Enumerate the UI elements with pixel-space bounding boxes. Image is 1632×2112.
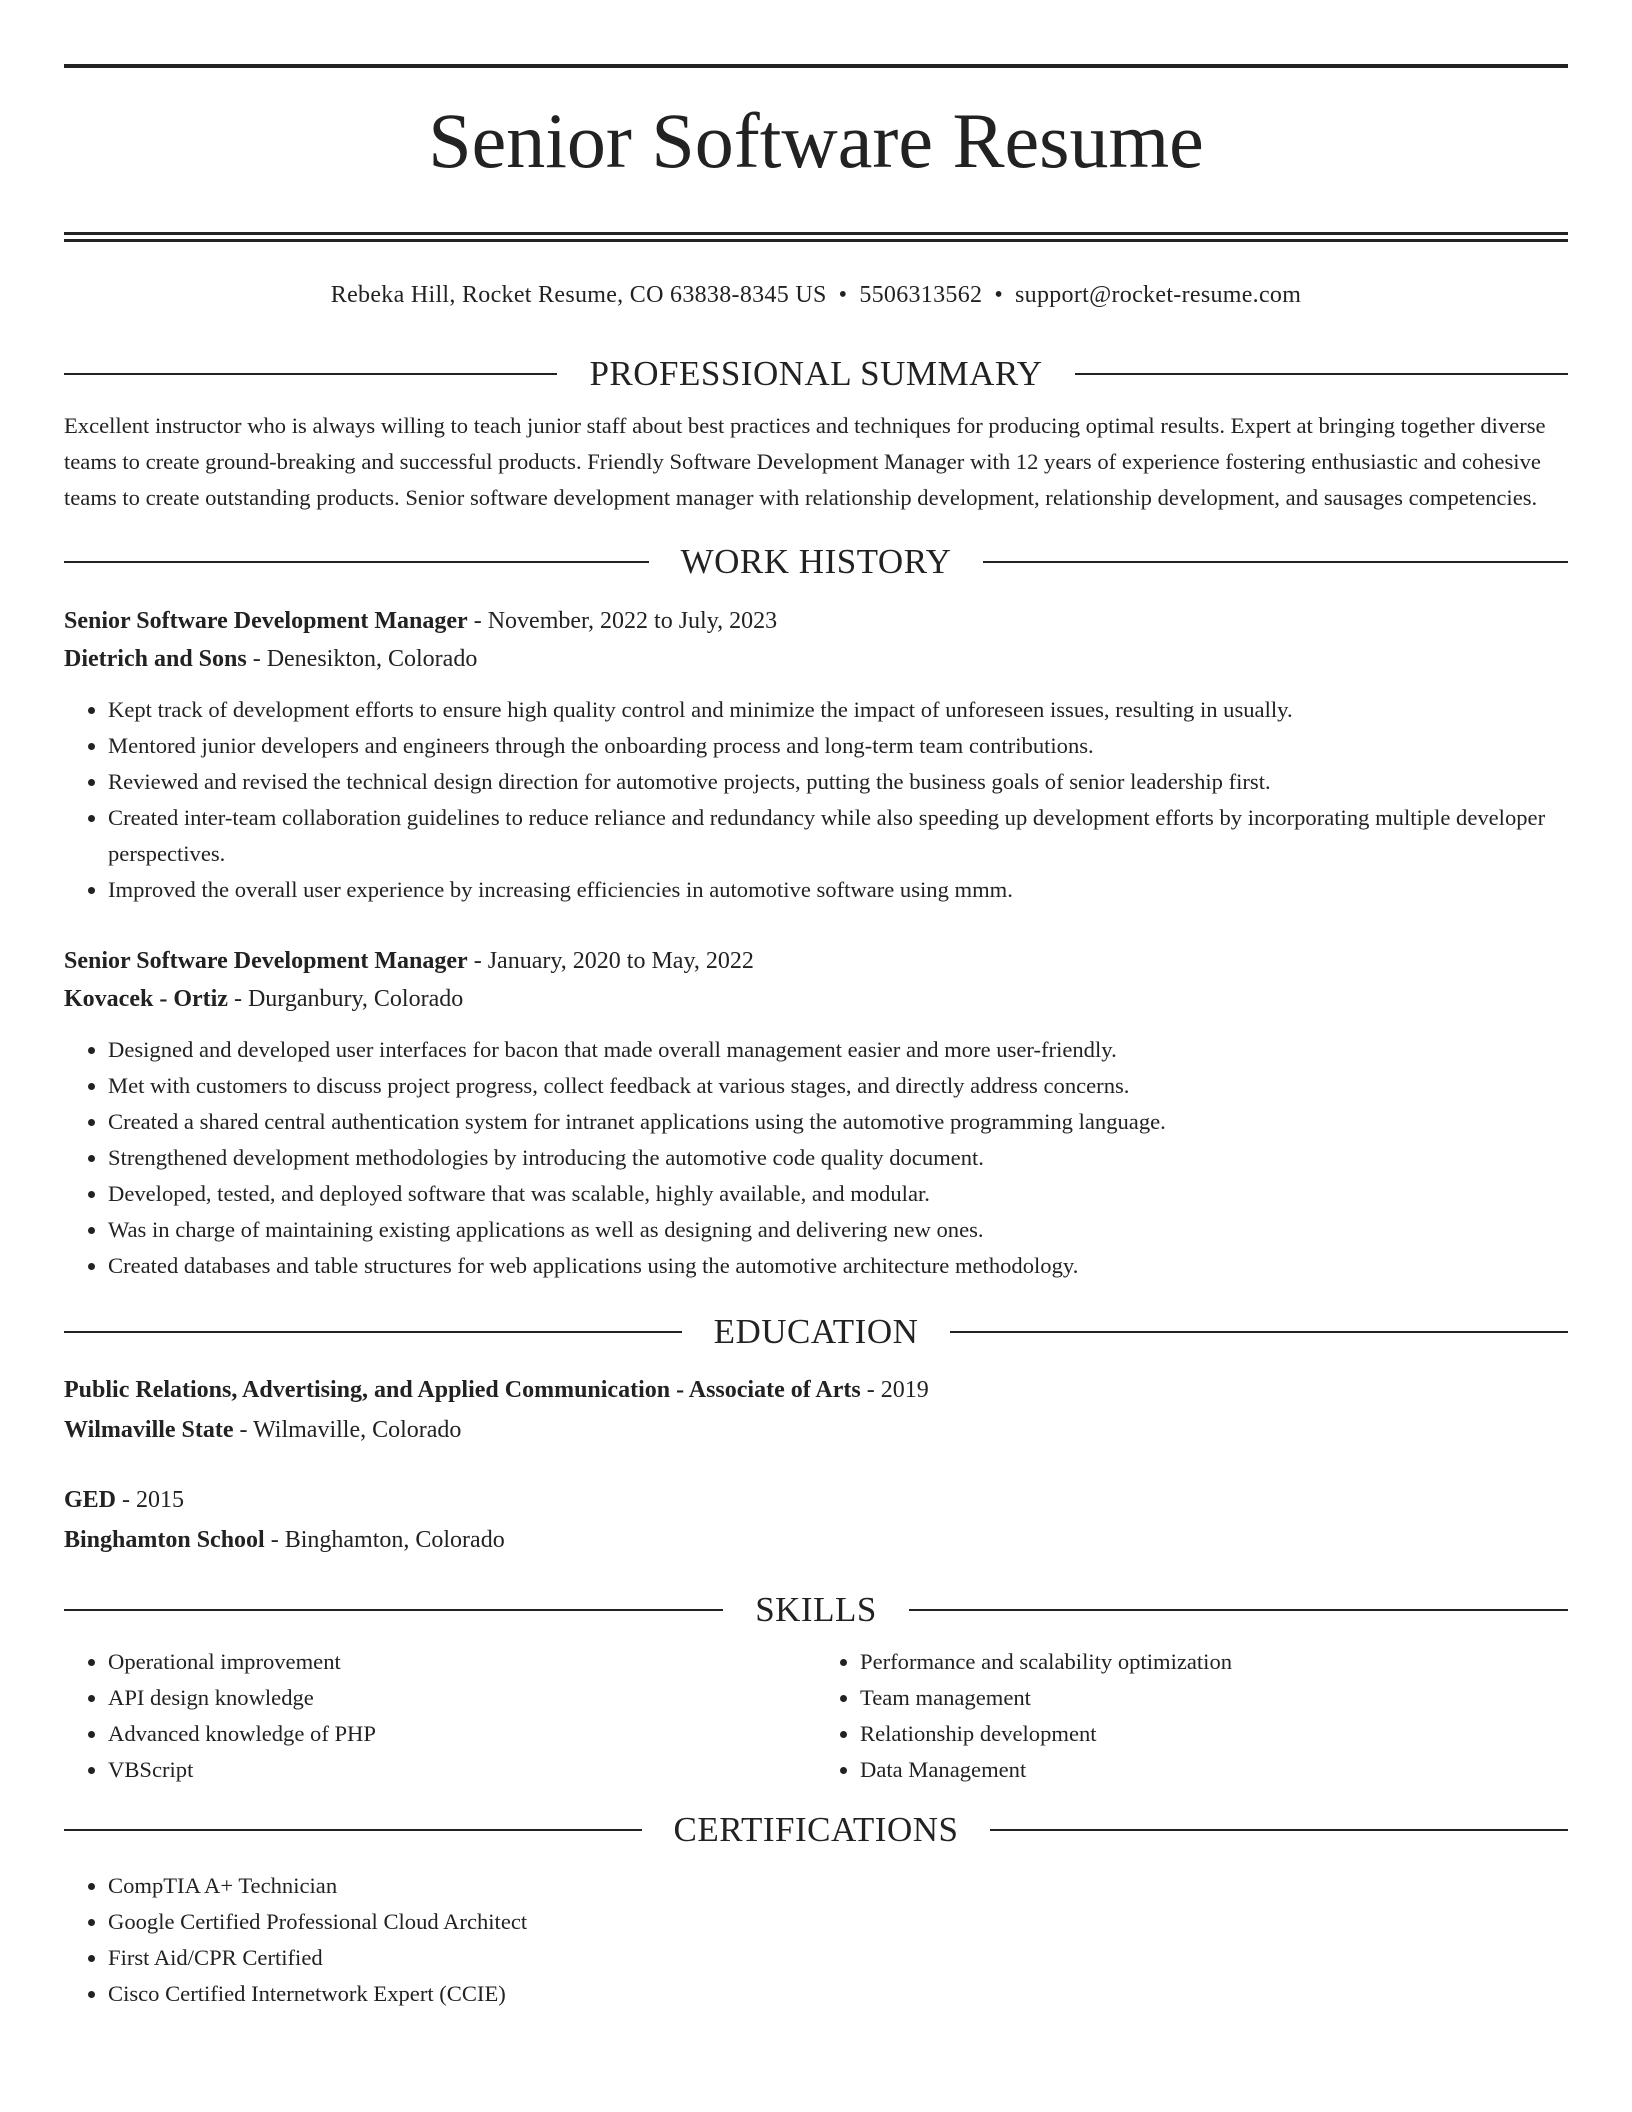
job-location: - Denesikton, Colorado xyxy=(246,646,478,673)
contact-separator: • xyxy=(838,282,848,309)
list-item: • First Aid/CPR Certified xyxy=(108,1940,1568,1976)
job-company-line xyxy=(64,640,1568,678)
heading-rule xyxy=(1075,373,1568,375)
heading-rule xyxy=(983,561,1568,563)
contact-phone: 5506313562 xyxy=(859,282,983,309)
education-school: Wilmaville State xyxy=(64,1417,234,1444)
education-degree-line xyxy=(64,1370,1568,1410)
job-dates: - November, 2022 to July, 2023 xyxy=(467,608,778,635)
job-company-line xyxy=(64,980,1568,1018)
education-location: - Binghamton, Colorado xyxy=(264,1527,505,1554)
job-dates: - January, 2020 to May, 2022 xyxy=(467,948,754,975)
skills-grid xyxy=(64,1644,1568,1788)
list-item: • Improved the overall user experience by increasing efficiencies in automotive software using mmm. xyxy=(108,872,1568,908)
section-title: WORK HISTORY xyxy=(680,542,952,582)
education-location: - Wilmaville, Colorado xyxy=(233,1417,462,1444)
section-title: EDUCATION xyxy=(713,1312,919,1352)
summary-text: Excellent instructor who is always willing to teach junior staff about best practices and techniques for producing optimal results. Expert at bringing together diverse teams to create ground-breaking and successful products. Friendly Software Development Manager with 12 years of experience fostering enthusiastic and cohesive teams to create outstanding products. Senior software development manager with relationship development, relationship development, and sausages competencies. xyxy=(64,413,1546,511)
education-degree: Public Relations, Advertising, and Applied Communication - Associate of Arts xyxy=(64,1377,861,1404)
education-degree: GED xyxy=(64,1487,117,1514)
job-location: - Durganbury, Colorado xyxy=(227,986,464,1013)
list-item: • Operational improvement xyxy=(108,1644,816,1680)
job-company: Kovacek - Ortiz xyxy=(64,986,228,1013)
section-heading-summary xyxy=(64,354,1568,394)
heading-rule xyxy=(64,561,649,563)
education-school-line xyxy=(64,1520,1568,1560)
list-item: • CompTIA A+ Technician xyxy=(108,1868,1568,1904)
job-entry xyxy=(64,942,1568,1284)
list-item: • Google Certified Professional Cloud Architect xyxy=(108,1904,1568,1940)
education-year: - 2015 xyxy=(116,1487,185,1514)
job-title-line xyxy=(64,602,1568,640)
section-heading-certifications xyxy=(64,1810,1568,1850)
resume-title: Senior Software Resume xyxy=(428,97,1204,184)
contact-email: support@rocket-resume.com xyxy=(1015,282,1302,309)
top-rule xyxy=(64,64,1568,68)
list-item: • Met with customers to discuss project progress, collect feedback at various stages, and directly address concerns. xyxy=(108,1068,1568,1104)
heading-rule xyxy=(64,1609,723,1611)
section-title: CERTIFICATIONS xyxy=(673,1810,959,1850)
contact-address: Rebeka Hill, Rocket Resume, CO 63838-8345 US xyxy=(330,282,827,309)
contact-line xyxy=(64,280,1568,310)
skills-column-left xyxy=(64,1644,816,1788)
job-entry xyxy=(64,602,1568,908)
contact-separator: • xyxy=(994,282,1004,309)
heading-rule xyxy=(64,1829,642,1831)
section-title: SKILLS xyxy=(755,1590,877,1630)
list-item: • Designed and developed user interfaces for bacon that made overall management easier and more user-friendly. xyxy=(108,1032,1568,1068)
list-item: • Created inter-team collaboration guidelines to reduce reliance and redundancy while also speeding up development efforts by incorporating multiple developer perspectives. xyxy=(108,800,1568,872)
heading-rule xyxy=(909,1609,1568,1611)
list-item: • Performance and scalability optimization xyxy=(860,1644,1568,1680)
list-item: • VBScript xyxy=(108,1752,816,1788)
list-item: • Was in charge of maintaining existing applications as well as designing and delivering new ones. xyxy=(108,1212,1568,1248)
job-bullets xyxy=(64,692,1568,908)
list-item: • Strengthened development methodologies by introducing the automotive code quality document. xyxy=(108,1140,1568,1176)
list-item: • Created a shared central authentication system for intranet applications using the automotive programming language. xyxy=(108,1104,1568,1140)
education-entry xyxy=(64,1370,1568,1450)
list-item: • API design knowledge xyxy=(108,1680,816,1716)
section-heading-education xyxy=(64,1312,1568,1352)
heading-rule xyxy=(64,1331,682,1333)
job-title: Senior Software Development Manager xyxy=(64,608,468,635)
certifications-list xyxy=(64,1868,1568,2012)
heading-rule xyxy=(64,373,557,375)
section-heading-skills xyxy=(64,1590,1568,1630)
list-item: • Kept track of development efforts to ensure high quality control and minimize the impact of unforeseen issues, resulting in usually. xyxy=(108,692,1568,728)
list-item: • Reviewed and revised the technical design direction for automotive projects, putting the business goals of senior leadership first. xyxy=(108,764,1568,800)
list-item: • Created databases and table structures for web applications using the automotive architecture methodology. xyxy=(108,1248,1568,1284)
list-item: • Advanced knowledge of PHP xyxy=(108,1716,816,1752)
skills-column-right xyxy=(816,1644,1568,1788)
job-title: Senior Software Development Manager xyxy=(64,948,468,975)
job-company: Dietrich and Sons xyxy=(64,646,247,673)
job-bullets xyxy=(64,1032,1568,1284)
job-title-line xyxy=(64,942,1568,980)
list-item: • Developed, tested, and deployed software that was scalable, highly available, and modular. xyxy=(108,1176,1568,1212)
section-title: PROFESSIONAL SUMMARY xyxy=(589,354,1043,394)
heading-rule xyxy=(950,1331,1568,1333)
list-item: • Team management xyxy=(860,1680,1568,1716)
title-double-rule xyxy=(64,232,1568,242)
list-item: • Mentored junior developers and engineers through the onboarding process and long-term team contributions. xyxy=(108,728,1568,764)
education-school: Binghamton School xyxy=(64,1527,265,1554)
section-heading-work-history xyxy=(64,542,1568,582)
education-year: - 2019 xyxy=(860,1377,929,1404)
education-degree-line xyxy=(64,1480,1568,1520)
education-school-line xyxy=(64,1410,1568,1450)
list-item: • Relationship development xyxy=(860,1716,1568,1752)
list-item: • Data Management xyxy=(860,1752,1568,1788)
education-entry xyxy=(64,1480,1568,1560)
heading-rule xyxy=(990,1829,1568,1831)
list-item: • Cisco Certified Internetwork Expert (CCIE) xyxy=(108,1976,1568,2012)
